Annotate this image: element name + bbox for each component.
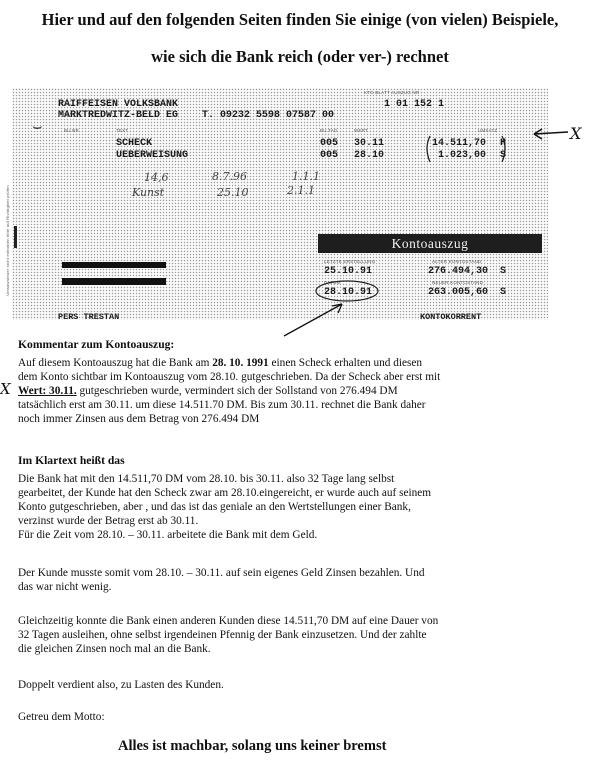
handwriting-1: 14,6 — [144, 171, 169, 184]
row1-text: SCHECK — [116, 138, 153, 149]
margin-mark — [14, 226, 17, 248]
row1-bu: 005 — [320, 138, 339, 149]
bank-name-line-2: MARKTREDWITZ-BELD EG T. 09232 5598 07587 00 — [58, 110, 335, 121]
gleichzeitig-line-1: Gleichzeitig konnte die Bank einen anderen Kunden diese 14.511,70 DM auf eine Dauer von — [18, 615, 439, 627]
kunde-line-1: Der Kunde musste somit vom 28.10. – 30.11. auf sein eigenes Geld Zinsen bezahlen. Und — [18, 567, 425, 579]
date-1: 25.10.91 — [324, 266, 373, 277]
kommentar-title: Kommentar zum Kontoauszug: — [18, 338, 175, 351]
label-last: LETZTE ERSTELLUNG — [324, 259, 376, 264]
klartext-line-3: Konto gutgeschrieben, aber , und das ist das geniale an den Wertstellungen einer Bank, — [18, 501, 411, 513]
kontoauszug-label: Kontoauszug — [318, 234, 542, 253]
handwriting-6: 2.1.1 — [287, 184, 315, 197]
scan-mark-icon: ⌣ — [32, 118, 43, 135]
kommentar-line-5: noch immer Zinsen aus dem Betrag von 276.494 DM — [18, 413, 260, 425]
label-date: DATUM — [324, 280, 341, 285]
col-label-bunr: BU.NR — [64, 128, 80, 133]
bank-statement-image — [4, 88, 548, 322]
col-label-butag: BU.TAG — [320, 128, 338, 133]
handwritten-bracket — [422, 134, 512, 164]
motto: Alles ist machbar, solang uns keiner bremst — [118, 738, 387, 754]
margin-note: Umsatzsteuer nicht enthalten bitte auf Richtigkeit prüfen — [4, 185, 10, 296]
col-label-wert: WERT — [354, 128, 368, 133]
statement-tiny-header: KTO BLATT AUSZUG NR — [364, 90, 420, 95]
row2-date: 28.10 — [354, 150, 385, 161]
kunde-line-2: das war nicht wenig. — [18, 581, 112, 593]
label-new: NEUER KONTOSTAND — [432, 280, 484, 285]
balance-2-sign: S — [500, 287, 507, 298]
kommentar-line-2: dem Konto sichtbar im Kontoauszug vom 28.10. gutgeschrieben. Da der Scheck aber erst mit — [18, 371, 441, 383]
klartext-line-2: gearbeitet, der Kunde hat den Scheck zwar am 28.10.eingereicht, er wurde auch auf seinem — [18, 487, 432, 499]
balance-2: 263.005,60 — [428, 287, 489, 298]
pointer-arrow-icon — [280, 300, 360, 340]
footer-right: KONTOKORRENT — [420, 312, 482, 322]
doppelt-line: Doppelt verdient also, zu Lasten des Kunden. — [18, 679, 224, 691]
gleichzeitig-line-3: die gleichen Zinsen noch mal an die Bank. — [18, 643, 211, 655]
handwriting-5: 25.10 — [217, 186, 249, 199]
row2-amount: 1.023,00 — [438, 150, 487, 161]
heading-line-1: Hier und auf den folgenden Seiten finden Sie einige (von vielen) Beispiele, — [41, 10, 559, 29]
kommentar-line-1: Auf diesem Kontoauszug hat die Bank am 28. 10. 1991 einen Scheck erhalten und diesen — [18, 357, 423, 369]
redaction-bar-1 — [62, 262, 166, 268]
date-2: 28.10.91 — [324, 287, 373, 298]
motto-intro: Getreu dem Motto: — [18, 711, 105, 723]
handwriting-3: 1.1.1 — [292, 170, 320, 183]
row2-sign: S — [500, 150, 507, 161]
klartext-title: Im Klartext heißt das — [18, 454, 125, 467]
balance-1: 276.494,30 — [428, 266, 489, 277]
annotation-x-2: X — [0, 380, 11, 398]
gleichzeitig-line-2: 32 Tagen ausleihen, ohne selbst irgendeinen Pfennig der Bank einzusetzen. Und der zahlte — [18, 629, 427, 641]
kommentar-line-3: Wert: 30.11. gutgeschrieben wurde, vermindert sich der Sollstand von 276.494 DM — [18, 385, 398, 397]
handwriting-2: 8.7.96 — [212, 170, 247, 183]
balance-1-sign: S — [500, 266, 507, 277]
account-small: 1 01 152 1 — [384, 99, 445, 110]
row1-sign: H — [500, 138, 507, 149]
row1-date: 30.11 — [354, 138, 385, 149]
annotation-x-1: X — [570, 124, 582, 143]
col-label-umsatz: UMSATZ — [478, 128, 498, 133]
heading-line-2: wie sich die Bank reich (oder ver-) rechnet — [151, 47, 449, 66]
footer-left: PERS TRESTAN — [58, 312, 120, 322]
kommentar-line-4: tatsächlich erst am 30.11. um diese 14.511.70 DM. Bis zum 30.11. rechnet die Bank daher — [18, 399, 426, 411]
redaction-bar-2 — [62, 278, 166, 285]
row2-bu: 005 — [320, 150, 339, 161]
row2-text: UEBERWEISUNG — [116, 150, 189, 161]
label-old: ALTER KONTOSTAND — [432, 259, 482, 264]
klartext-line-4: verzinst wurde der Betrag erst ab 30.11. — [18, 515, 199, 527]
col-label-text: TEXT — [116, 128, 129, 133]
klartext-line-1: Die Bank hat mit den 14.511,70 DM vom 28.10. bis 30.11. also 32 Tage lang selbst — [18, 473, 395, 485]
klartext-line-5: Für die Zeit vom 28.10. – 30.11. arbeitete die Bank mit dem Geld. — [18, 529, 318, 541]
row1-amount: 14.511,70 — [432, 138, 487, 149]
handwriting-4: Kunst — [132, 186, 165, 199]
bank-name-line-1: RAIFFEISEN VOLKSBANK — [58, 99, 179, 110]
